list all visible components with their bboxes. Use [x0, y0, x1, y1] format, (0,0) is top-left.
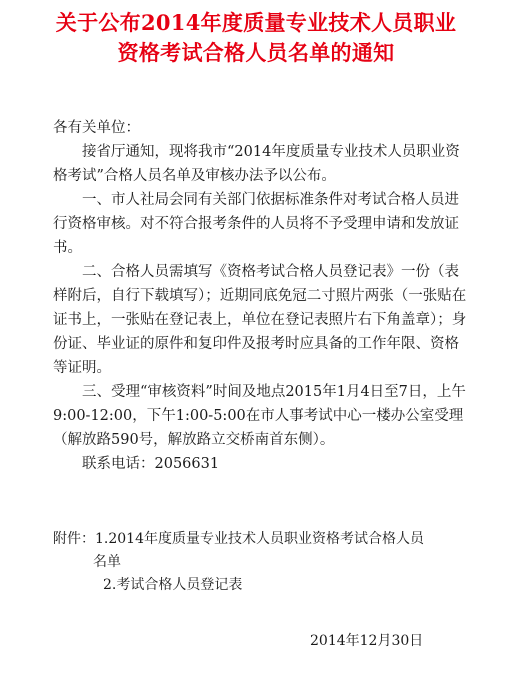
document-title — [0, 8, 512, 68]
issue-date: 2014年12月30日 — [310, 633, 424, 649]
attachments-section — [53, 528, 493, 597]
title-line-2: 资格考试合格人员名单的通知 — [117, 40, 395, 65]
paragraph-1: 一、市人社局会同有关部门依据标准条件对考试合格人员进行资格审核。对不符合报考条件的人员将不予受理申请和发放证书。 — [53, 192, 459, 256]
contact-phone: 联系电话：2056631 — [82, 456, 220, 472]
attachments-label: 附件： — [53, 531, 95, 547]
paragraph-3: 三、受理“审核资料”时间及地点2015年1月4日至7日，上午9:00-12:00，下午1:00-5:00在市人事考试中心一楼办公室受理（解放路590号，解放路立交桥南首东侧）。 — [53, 384, 466, 448]
document-body — [53, 116, 473, 476]
attachment-item-2: 2.考试合格人员登记表 — [103, 577, 243, 593]
attachment-item-1: 1.2014年度质量专业技术人员职业资格考试合格人员 — [95, 531, 424, 547]
attachment-item-1-continued: 名单 — [93, 554, 121, 570]
intro-paragraph: 接省厅通知，现将我市“2014年度质量专业技术人员职业资格考试”合格人员名单及审核办法予以公布。 — [53, 144, 460, 184]
salutation: 各有关单位： — [53, 120, 140, 136]
paragraph-2: 二、合格人员需填写《资格考试合格人员登记表》一份（表样附后，自行下载填写）；近期同底免冠二寸照片两张（一张贴在证书上，一张贴在登记表上，单位在登记表照片右下角盖章）；身份证、毕业证的原件和复印件及报考时应具备的工作年限、资格等证明。 — [53, 264, 467, 376]
title-line-1: 关于公布2014年度质量专业技术人员职业 — [55, 10, 457, 35]
